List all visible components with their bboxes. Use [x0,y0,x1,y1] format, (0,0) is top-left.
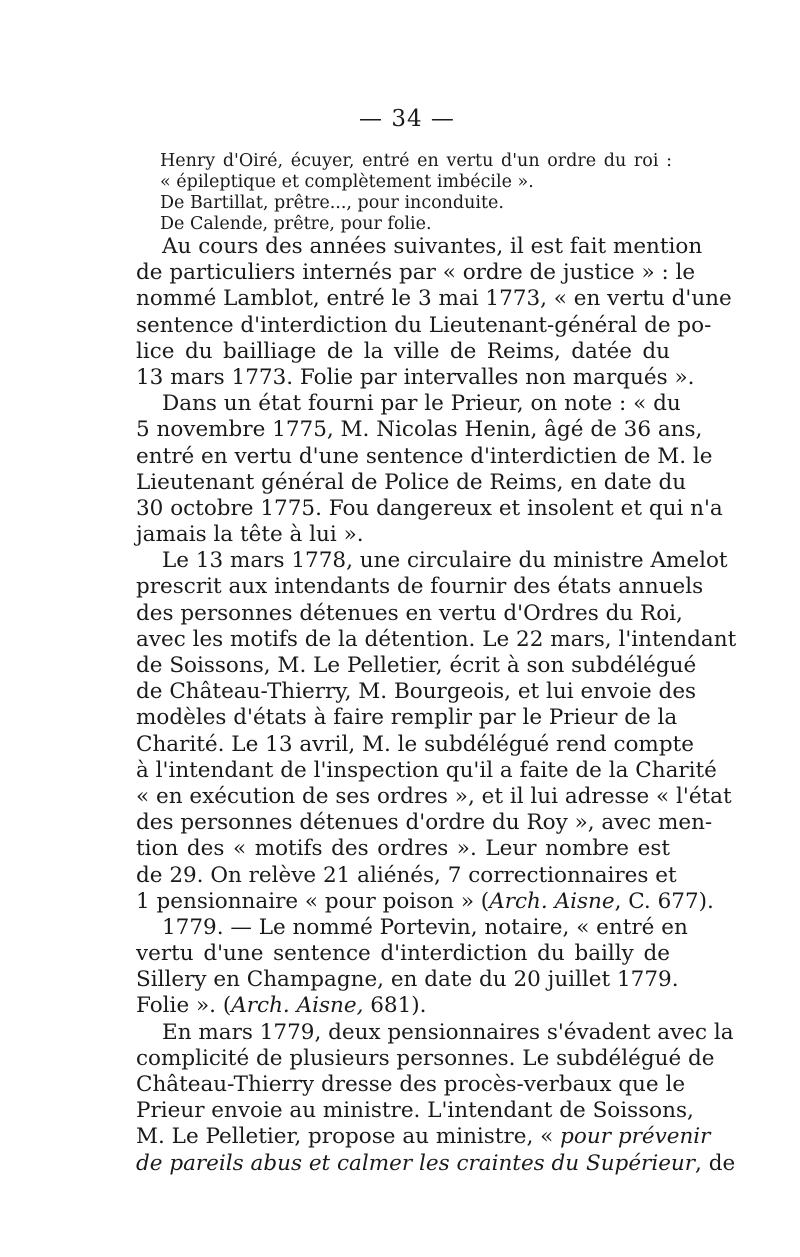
text-line [136,364,695,391]
text-line [136,443,713,470]
text-line [136,417,703,443]
text-line [136,731,694,758]
text-line [136,941,670,967]
text-run: En mars 1779, deux pensionnaires s'évadent avec la [162,1019,734,1045]
text-run: 30 octobre 1775. Fou dangereux et insolent et qui n'a [136,495,723,521]
text-line [136,626,737,653]
text-line [136,757,717,784]
text-line [136,914,688,941]
text-run: à l'intendant de l'inspection qu'il a faite de la Charité [136,757,717,783]
text-run: Lieutenant général de Police de Reims, en date du [136,469,687,495]
text-line [136,1124,711,1150]
body-text [136,234,737,1177]
text-line [136,260,696,286]
text-line [136,862,677,889]
text-line [136,600,683,627]
detainee-line: « épileptique et complètement imbécile ». [160,172,534,192]
text-run: des personnes détenues d'ordre du Roy », avec men- [136,810,713,836]
text-line [136,234,703,260]
text-line [136,967,679,993]
text-run: vertu d'une sentence d'interdiction du bailly de [136,941,670,967]
text-run: 681). [363,993,427,1019]
text-run: , C. 677). [614,888,714,914]
text-run: modèles d'états à faire remplir par le Prieur de la [136,705,678,731]
text-run: entré en vertu d'une sentence d'interdictien de M. le [136,443,713,469]
text-line [136,888,714,915]
text-line [136,679,697,705]
text-line [136,993,670,1019]
list-of-detainees [160,151,672,235]
text-run: Sillery en Champagne, en date du 20 juillet 1779. [136,967,679,993]
text-line [136,522,670,548]
text-line [136,495,723,522]
text-run: de particuliers internés par « ordre de justice » : le [136,260,696,286]
text-run: , de [695,1150,736,1176]
page-number: — 34 — [359,106,455,132]
detainee-line: De Bartillat, prêtre..., pour inconduite. [160,193,504,213]
text-run: de Soissons, M. Le Pelletier, écrit à son subdélégué [136,653,697,678]
text-line [136,1098,694,1124]
text-line [136,574,704,600]
text-run: Prieur envoie au ministre. L'intendant de Soissons, [136,1098,694,1124]
italic-citation: pour prévenir [560,1124,711,1150]
text-run: nommé Lamblot, entré le 3 mai 1773, « en vertu d'une [136,286,732,312]
text-run: jamais la tête à lui ». [136,522,364,548]
text-run: 1 pensionnaire « pour poison » ( [136,888,490,914]
text-run: lice du bailliage de la ville de Reims, datée du [136,338,670,364]
text-run: Le 13 mars 1778, une circulaire du ministre Amelot [162,548,728,574]
italic-citation: de pareils abus et calmer les craintes du Supérieur [136,1150,696,1176]
text-line [136,1072,686,1098]
text-line [136,548,728,574]
text-line [136,469,687,496]
text-run: Château-Thierry dresse des procès-verbaux que le [136,1072,686,1097]
detainee-line: De Calende, prêtre, pour folie. [160,214,432,234]
text-line [136,339,670,365]
text-line [136,836,670,862]
text-line [136,312,712,339]
text-run: 5 novembre 1775, M. Nicolas Henin, âgé de 36 ans, [136,417,703,443]
italic-citation: Arch. Aisne, [231,993,364,1019]
text-run: Au cours des années suivantes, il est fait mention [162,234,703,259]
text-run: 13 mars 1773. Folie par intervalles non marqués ». [136,364,695,390]
text-run: « en exécution de ses ordres », et il lui adresse « l'état [136,783,732,809]
text-run: des personnes détenues en vertu d'Ordres du Roi, [136,600,683,626]
text-run: de Château-Thierry, M. Bourgeois, et lui envoie des [136,679,697,705]
text-run: Charité. Le 13 avril, M. le subdélégué rend compte [136,731,694,757]
text-line [136,1019,734,1046]
text-run: complicité de plusieurs personnes. Le subdélégué de [136,1045,715,1071]
text-line [136,1150,736,1177]
detainee-line: Henry d'Oiré, écuyer, entré en vertu d'un ordre du roi : [160,151,672,171]
text-run: prescrit aux intendants de fournir des états annuels [136,574,704,600]
text-run: 1779. — Le nommé Portevin, notaire, « entré en [162,914,688,940]
text-line [136,783,732,810]
text-line [136,391,681,417]
text-line [136,653,697,679]
text-run: Folie ». ( [136,993,232,1019]
text-run: tion des « motifs des ordres ». Leur nombre est [136,836,670,862]
text-run: Dans un état fourni par le Prieur, on note : « du [162,391,681,417]
text-run: avec les motifs de la détention. Le 22 mars, l'intendant [136,626,737,652]
text-run: M. Le Pelletier, propose au ministre, « [136,1124,561,1150]
text-line [136,1045,715,1072]
text-run: de 29. On relève 21 aliénés, 7 correctionnaires et [136,862,677,888]
text-line [136,286,732,312]
text-line [136,810,713,836]
text-line [136,705,678,731]
text-run: sentence d'interdiction du Lieutenant-général de po- [136,312,712,338]
italic-citation: Arch. Aisne [489,888,615,914]
